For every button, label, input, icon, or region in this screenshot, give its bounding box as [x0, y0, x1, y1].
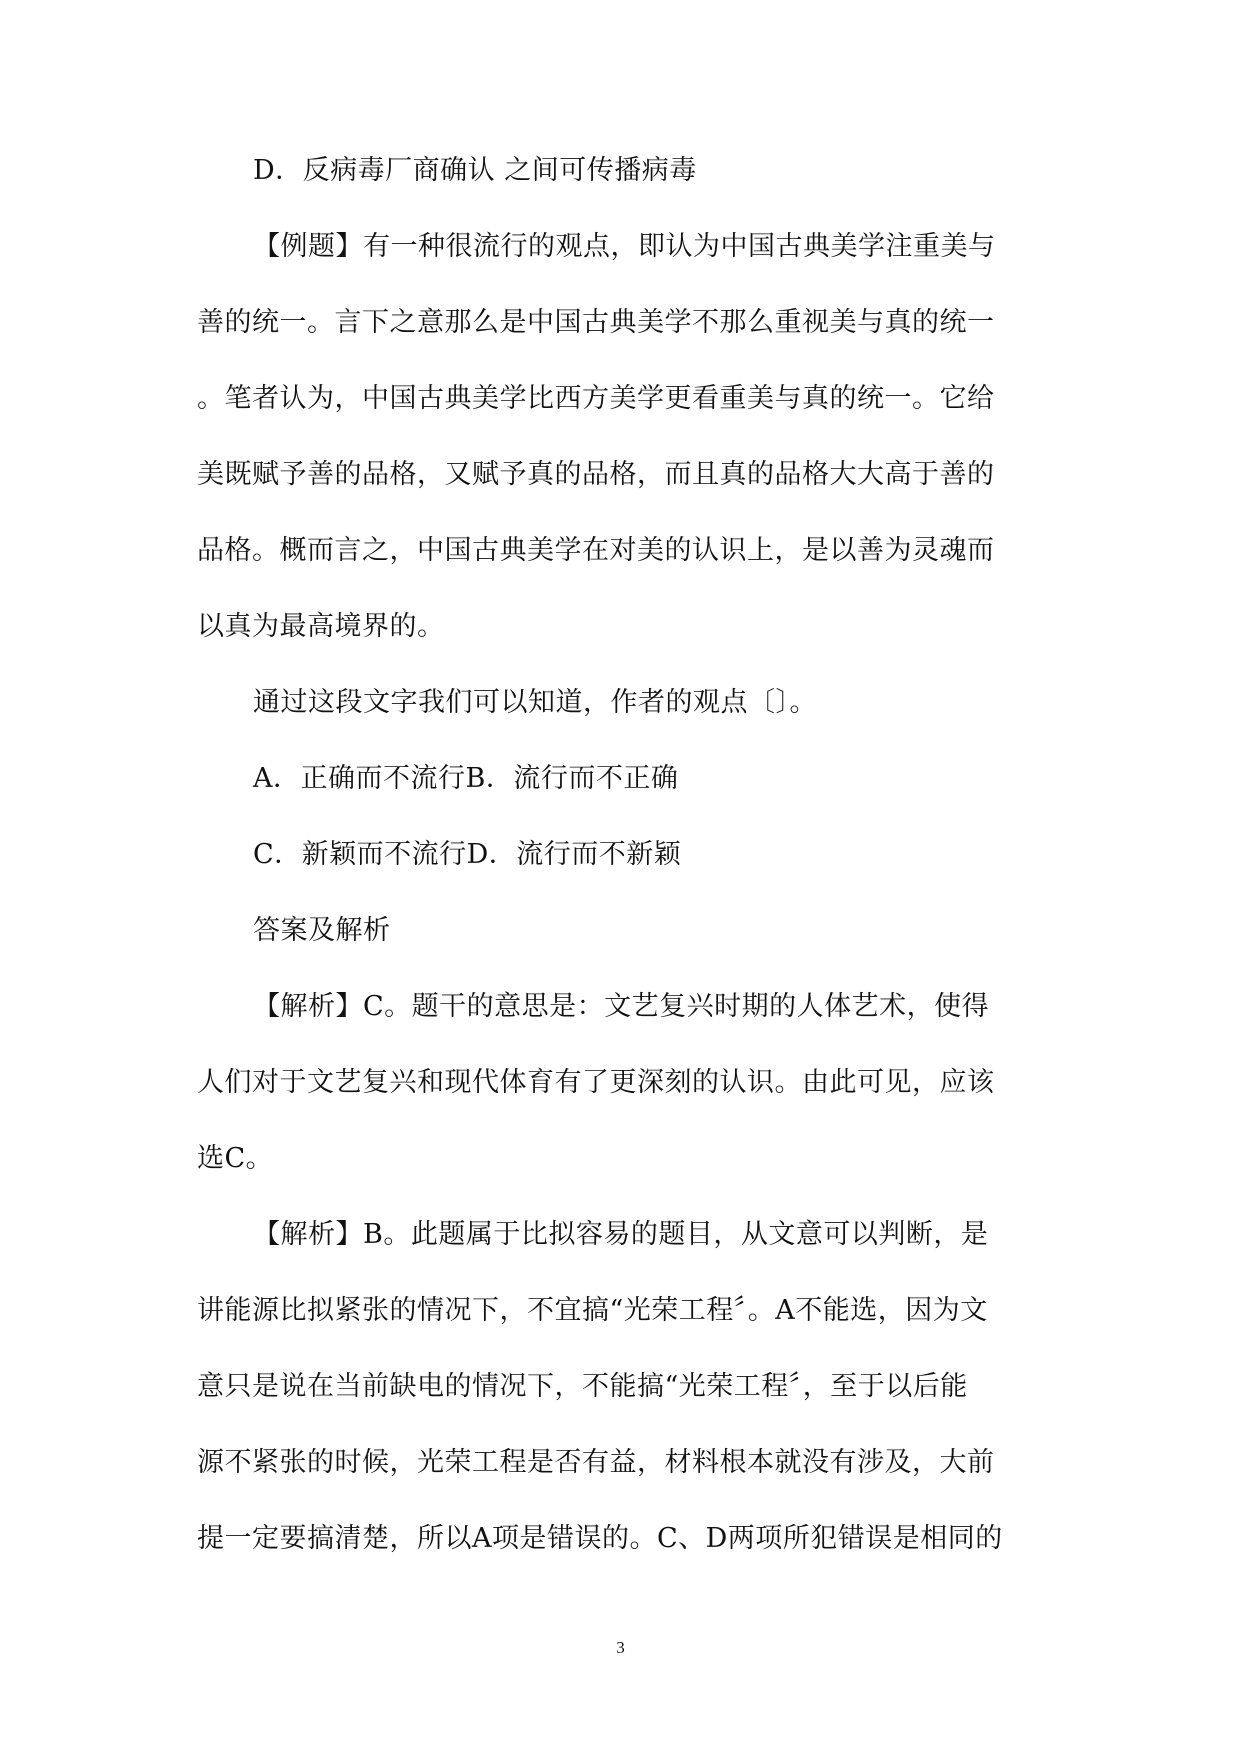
example-question-line-4: 美既赋予善的品格，又赋予真的品格，而且真的品格大大高于善的 — [197, 459, 995, 490]
example-question-line-6: 以真为最高境界的。 — [197, 611, 445, 642]
analysis-1-line-2: 人们对于文艺复兴和现代体育有了更深刻的认识。由此可见，应该 — [197, 1067, 995, 1098]
analysis-2-line-5: 提一定要搞清楚，所以A项是错误的。C、D两项所犯错误是相同的 — [197, 1523, 1003, 1554]
analysis-2-line-3: 意只是说在当前缺电的情况下，不能搞“光荣工程〞，至于以后能 — [197, 1371, 968, 1402]
option-d-line: D．反病毒厂商确认 之间可传播病毒 — [253, 155, 697, 186]
answer-heading: 答案及解析 — [253, 915, 391, 946]
analysis-2-line-1: 【解析】B。此题属于比拟容易的题目，从文意可以判断，是 — [253, 1219, 989, 1250]
example-question-line-3: 。笔者认为，中国古典美学比西方美学更看重美与真的统一。它给 — [197, 383, 995, 414]
example-question-line-2: 善的统一。言下之意那么是中国古典美学不那么重视美与真的统一 — [197, 307, 995, 338]
analysis-1-line-1: 【解析】C。题干的意思是：文艺复兴时期的人体艺术，使得 — [253, 991, 990, 1022]
analysis-2-line-2: 讲能源比拟紧张的情况下，不宜搞“光荣工程〞。A不能选，因为文 — [197, 1295, 988, 1326]
options-cd-line: C．新颖而不流行D．流行而不新颖 — [253, 839, 682, 870]
example-question-line-5: 品格。概而言之，中国古典美学在对美的认识上，是以善为灵魂而 — [197, 535, 995, 566]
options-ab-line: A．正确而不流行B．流行而不正确 — [253, 763, 679, 794]
analysis-2-line-4: 源不紧张的时候，光荣工程是否有益，材料根本就没有涉及，大前 — [197, 1447, 995, 1478]
analysis-1-line-3: 选C。 — [197, 1143, 274, 1174]
page-number: 3 — [616, 1638, 625, 1657]
question-prompt-line: 通过这段文字我们可以知道，作者的观点〔〕。 — [253, 687, 817, 718]
example-question-line-1: 【例题】有一种很流行的观点，即认为中国古典美学注重美与 — [253, 231, 996, 262]
